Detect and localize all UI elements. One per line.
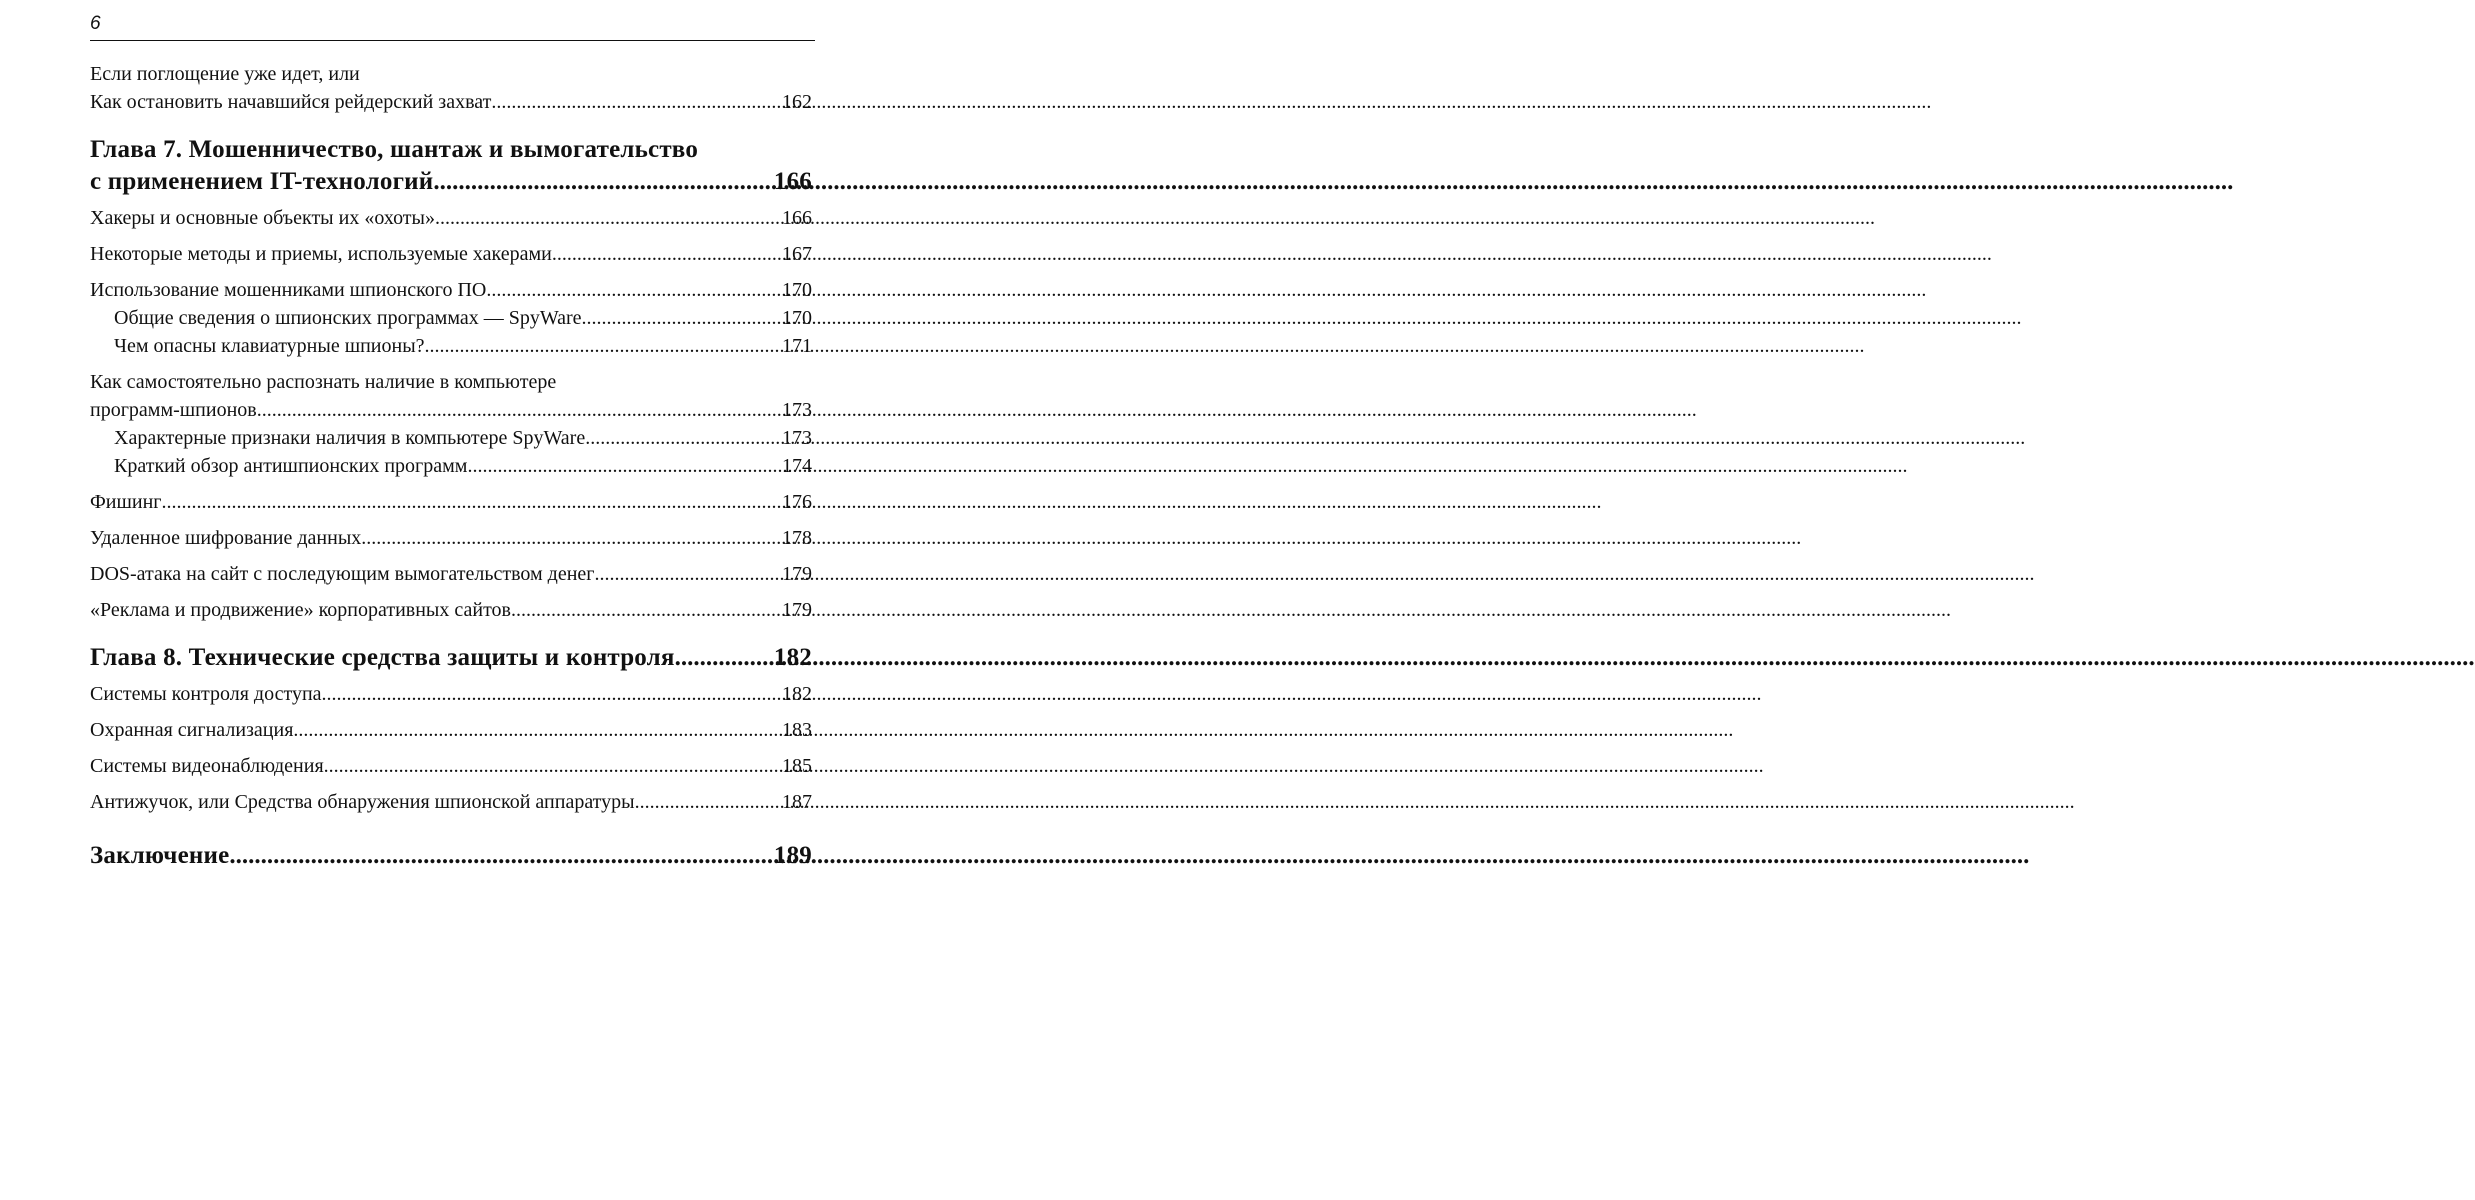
toc-entry-hackers (90, 204, 812, 232)
toc-entry-title-line1: Как самостоятельно распознать наличие в компьютере (90, 371, 557, 393)
dot-leader (293, 716, 782, 744)
toc-page-number: 179 (782, 599, 812, 621)
dot-leader (324, 752, 782, 780)
chapter-title-line1: Глава 7. Мошенничество, шантаж и вымогательство (90, 136, 699, 163)
dot-leader (433, 166, 774, 198)
toc-entry-title-line2: Как остановить начавшийся рейдерский захват (90, 91, 492, 113)
toc-entry-hacker-methods (90, 240, 812, 268)
toc-entry-video-surveillance (90, 752, 812, 780)
toc-page-number: 170 (782, 307, 812, 329)
chapter-title-line2: с применением IT-технологий (90, 168, 434, 195)
toc-entry-title: Общие сведения о шпионских программах — SpyWare (114, 307, 582, 329)
toc-entry-line (90, 396, 812, 424)
toc-entry-title: Характерные признаки наличия в компьютере SpyWare (114, 427, 586, 449)
toc-entry-title: Антижучок, или Средства обнаружения шпионской аппаратуры (90, 791, 635, 813)
dot-leader (635, 788, 782, 816)
dot-leader (322, 680, 782, 708)
toc-entry-title: Удаленное шифрование данных (90, 527, 362, 549)
dot-leader (486, 276, 782, 304)
chapter-title: Заключение (90, 842, 230, 869)
toc-entry-takeover (90, 60, 812, 116)
chapter-page-number: 182 (773, 644, 812, 671)
toc-entry-phishing (90, 488, 812, 516)
toc-entry-title: Некоторые методы и приемы, используемые хакерами (90, 243, 552, 265)
dot-leader (435, 204, 782, 232)
toc-entry-detect-spyware (90, 368, 812, 424)
toc-entry-title: Краткий обзор антишпионских программ (114, 455, 468, 477)
dot-leader (162, 488, 782, 516)
chapter-page-number: 189 (773, 842, 812, 869)
toc-page-number: 173 (782, 427, 812, 449)
dot-leader (491, 88, 782, 116)
toc-entry-title: Охранная сигнализация (90, 719, 294, 741)
toc-conclusion (90, 840, 812, 872)
toc-entry-alarm (90, 716, 812, 744)
toc-page-number: 166 (782, 207, 812, 229)
table-of-contents (90, 60, 812, 872)
toc-entry-title: DOS-атака на сайт с последующим вымогательством денег (90, 563, 595, 585)
toc-entry-title-line1: Если поглощение уже идет, или (90, 63, 360, 85)
dot-leader (229, 840, 774, 872)
toc-page-number: 170 (782, 279, 812, 301)
toc-page-number: 182 (782, 683, 812, 705)
dot-leader (361, 524, 782, 552)
dot-leader (425, 332, 782, 360)
dot-leader (675, 642, 774, 674)
toc-page-number: 185 (782, 755, 812, 777)
toc-entry-title: Фишинг (90, 491, 162, 513)
page-number: 6 (90, 13, 101, 34)
toc-entry-title: Системы видеонаблюдения (90, 755, 324, 777)
toc-entry-title: Системы контроля доступа (90, 683, 322, 705)
chapter-title: Глава 8. Технические средства защиты и контроля (90, 644, 675, 671)
toc-page-number: 167 (782, 243, 812, 265)
toc-chapter-7 (90, 134, 812, 198)
toc-entry-line (90, 88, 812, 116)
toc-page-number: 183 (782, 719, 812, 741)
toc-page-number: 173 (782, 399, 812, 421)
toc-page-number: 171 (782, 335, 812, 357)
page-header (90, 12, 815, 41)
book-page (90, 0, 815, 1200)
toc-subentry-antispyware-review (90, 452, 812, 480)
toc-subentry-spyware-signs (90, 424, 812, 452)
dot-leader (257, 396, 782, 424)
dot-leader (585, 424, 782, 452)
toc-page-number: 187 (782, 791, 812, 813)
toc-entry-spyware-use (90, 276, 812, 304)
toc-subentry-spyware-overview (90, 304, 812, 332)
dot-leader (594, 560, 782, 588)
toc-subentry-keyloggers (90, 332, 812, 360)
dot-leader (511, 596, 782, 624)
toc-entry-title: «Реклама и продвижение» корпоративных сайтов (90, 599, 511, 621)
toc-page-number: 179 (782, 563, 812, 585)
toc-entry-site-promotion (90, 596, 812, 624)
toc-entry-title-line2: программ-шпионов (90, 399, 257, 421)
toc-entry-title: Хакеры и основные объекты их «охоты» (90, 207, 435, 229)
toc-entry-title: Чем опасны клавиатурные шпионы? (114, 335, 425, 357)
toc-page-number: 162 (782, 91, 812, 113)
toc-entry-dos-attack (90, 560, 812, 588)
toc-page-number: 174 (782, 455, 812, 477)
toc-page-number: 178 (782, 527, 812, 549)
dot-leader (582, 304, 782, 332)
toc-entry-remote-encryption (90, 524, 812, 552)
dot-leader (467, 452, 782, 480)
toc-entry-title: Использование мошенниками шпионского ПО (90, 279, 487, 301)
toc-chapter-8 (90, 642, 812, 674)
chapter-page-number: 166 (773, 168, 812, 195)
toc-entry-bug-detection (90, 788, 812, 816)
toc-entry-access-control (90, 680, 812, 708)
dot-leader (552, 240, 782, 268)
toc-page-number: 176 (782, 491, 812, 513)
chapter-line (90, 166, 812, 198)
